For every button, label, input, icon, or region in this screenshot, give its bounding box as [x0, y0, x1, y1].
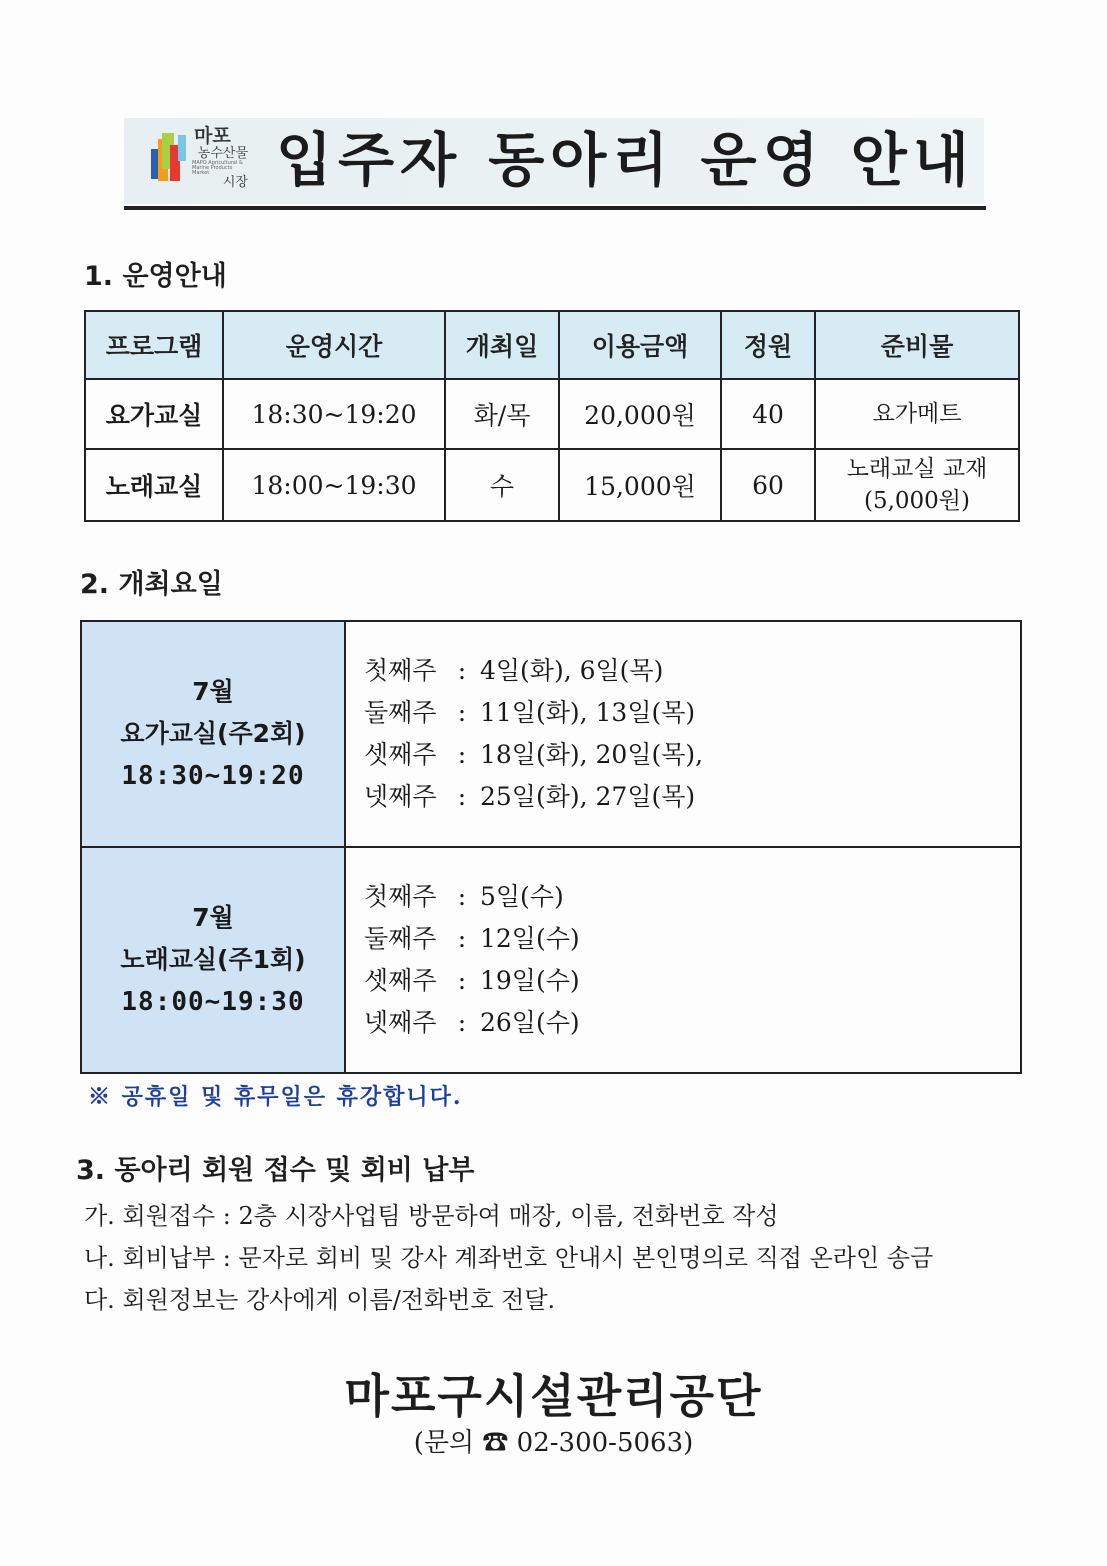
- schedule-month: 7월: [192, 677, 234, 706]
- logo-text: [188, 127, 248, 190]
- cell-capacity: 60: [721, 449, 815, 521]
- table-row: [85, 379, 1019, 449]
- organization-name: 마포구시설관리공단: [344, 1369, 763, 1423]
- table-header-row: [85, 311, 1019, 379]
- schedule-label: [81, 621, 345, 847]
- cell-fee: 15,000원: [559, 449, 721, 521]
- phone-icon: ☎: [482, 1428, 509, 1458]
- week-label: 넷째주: [364, 1008, 437, 1037]
- week-dates: 25일(화), 27일(목): [480, 782, 696, 811]
- page-title: 입주자 동아리 운영 안내: [276, 126, 975, 194]
- cell-time: 18:30~19:20: [223, 379, 445, 449]
- colon: :: [457, 1008, 467, 1037]
- col-header-prep: 준비물: [815, 311, 1019, 379]
- cell-prep: [815, 449, 1019, 521]
- week-dates: 12일(수): [480, 924, 580, 953]
- colon: :: [457, 656, 467, 685]
- logo-small-text: MAPO Agricultural & Marine Products Market: [192, 159, 243, 177]
- week-label: 셋째주: [364, 966, 437, 995]
- week-label: 둘째주: [364, 698, 437, 727]
- colon: :: [457, 966, 467, 995]
- schedule-table: [80, 620, 1022, 1074]
- logo-line2: 농수산물: [197, 145, 248, 161]
- schedule-class-name: 요가교실(주2회): [120, 719, 306, 748]
- week-dates: 18일(화), 20일(목),: [480, 740, 704, 769]
- payment-item: 나. 회비납부 : 문자로 회비 및 강사 계좌번호 안내시 본인명의로 직접 온라인 송금: [84, 1244, 934, 1272]
- cell-prep: [815, 379, 1019, 449]
- section2-title: 2. 개최요일: [80, 569, 223, 600]
- prep-line1: 노래교실 교재: [846, 456, 988, 482]
- header-underline: [124, 206, 986, 210]
- schedule-row: [81, 847, 1021, 1073]
- cell-capacity: 40: [721, 379, 815, 449]
- contact-info: [0, 1422, 1107, 1459]
- prep-line1: 요가메트: [872, 401, 962, 427]
- week-dates: 4일(화), 6일(목): [480, 656, 664, 685]
- cell-fee: 20,000원: [559, 379, 721, 449]
- col-header-time: 운영시간: [223, 311, 445, 379]
- colon: :: [457, 740, 467, 769]
- schedule-month: 7월: [192, 903, 234, 932]
- list-item: [364, 692, 1019, 734]
- holiday-note: ※ 공휴일 및 휴무일은 휴강합니다.: [88, 1084, 463, 1110]
- week-label: 넷째주: [364, 782, 437, 811]
- col-header-fee: 이용금액: [559, 311, 721, 379]
- schedule-class-time: 18:00~19:30: [121, 987, 305, 1017]
- schedule-label: [81, 847, 345, 1073]
- market-logo: [148, 125, 248, 191]
- week-dates: 5일(수): [480, 882, 564, 911]
- section3-title: 3. 동아리 회원 접수 및 회비 납부: [76, 1155, 475, 1186]
- list-item: [364, 1002, 1019, 1044]
- registration-item: 가. 회원접수 : 2층 시장사업팀 방문하여 매장, 이름, 전화번호 작성: [84, 1202, 779, 1230]
- week-dates: 19일(수): [480, 966, 580, 995]
- section1-title: 1. 운영안내: [84, 261, 227, 292]
- cell-day: 화/목: [445, 379, 559, 449]
- contact-label: (문의: [413, 1428, 475, 1458]
- cell-program: 노래교실: [85, 449, 223, 521]
- colon: :: [457, 782, 467, 811]
- cell-time: 18:00~19:30: [223, 449, 445, 521]
- schedule-row: [81, 621, 1021, 847]
- logo-line1: 마포: [194, 125, 231, 147]
- col-header-capacity: 정원: [721, 311, 815, 379]
- week-dates: 11일(화), 13일(목): [480, 698, 696, 727]
- list-item: [364, 776, 1019, 818]
- list-item: [364, 960, 1019, 1002]
- week-label: 셋째주: [364, 740, 437, 769]
- schedule-dates: [345, 847, 1021, 1073]
- prep-line2: (5,000원): [863, 488, 970, 514]
- schedule-dates: [345, 621, 1021, 847]
- phone-number: 02-300-5063): [516, 1428, 694, 1458]
- logo-line3: 시장: [222, 175, 248, 191]
- list-item: [364, 876, 1019, 918]
- list-item: [364, 918, 1019, 960]
- operation-table: [84, 310, 1020, 522]
- week-label: 첫째주: [364, 882, 437, 911]
- cell-day: 수: [445, 449, 559, 521]
- colon: :: [457, 882, 467, 911]
- col-header-day: 개최일: [445, 311, 559, 379]
- schedule-class-name: 노래교실(주1회): [120, 945, 306, 974]
- member-info-item: 다. 회원정보는 강사에게 이름/전화번호 전달.: [84, 1286, 556, 1314]
- cell-program: 요가교실: [85, 379, 223, 449]
- list-item: [364, 734, 1019, 776]
- week-label: 둘째주: [364, 924, 437, 953]
- list-item: [364, 650, 1019, 692]
- col-header-program: 프로그램: [85, 311, 223, 379]
- schedule-class-time: 18:30~19:20: [121, 761, 305, 791]
- colon: :: [457, 698, 467, 727]
- colon: :: [457, 924, 467, 953]
- logo-bars-icon: [148, 131, 188, 185]
- week-dates: 26일(수): [480, 1008, 580, 1037]
- week-label: 첫째주: [364, 656, 437, 685]
- table-row: [85, 449, 1019, 521]
